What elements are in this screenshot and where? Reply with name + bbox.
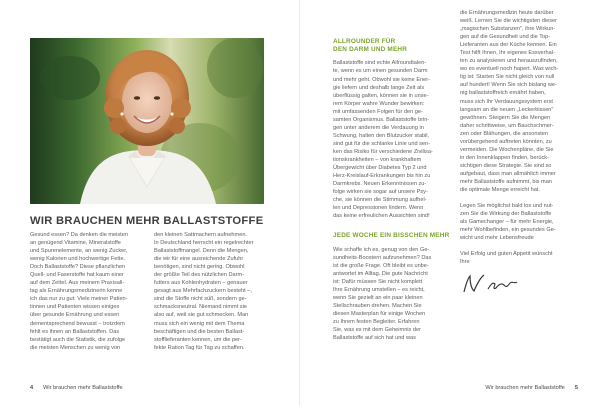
text-line: überflüssig galten, können sie in unse- <box>333 92 429 99</box>
text-line: tig ist: Starten Sie nicht gleich von null <box>460 74 555 81</box>
text-line: fekte Ration Tag für Tag zu schaffen. <box>154 344 245 351</box>
text-line: ten zu analysieren und herauszufinden, <box>460 58 558 65</box>
text-line: Schwung, halten den Blutzucker stabil, <box>333 132 430 139</box>
text-line: vermeiden. Die Wochenpläne, die Sie <box>460 146 554 153</box>
text-line: benötigen, sind nicht gering. Obwohl <box>154 264 245 271</box>
text-line: zen Sie die Wirkung der Ballaststoffe <box>460 211 552 218</box>
text-line: mehr Ballaststoffe aufnimmt, bis man <box>460 178 552 185</box>
text-line: ken das Risiko für verschiedene Zivilisa- <box>333 148 433 155</box>
text-line: Ihre Ernährung umstellen – es reicht, <box>333 286 425 293</box>
text-line: gewöhnen. Steigern Sie die Mengen <box>460 114 551 121</box>
text-line: schmacksneutral. Niemand nimmt sie <box>154 304 247 311</box>
text-line: Ihre <box>460 259 470 266</box>
text-line: In Deutschland herrscht ein regelrechter <box>154 240 254 247</box>
text-line: und mehr geht. Obwohl sie keine Ener- <box>333 76 431 83</box>
text-line: Lieferanten aus der Küche kennen. Ein <box>460 42 557 49</box>
text-line: DEN DARM UND MEHR <box>333 46 408 54</box>
text-line: nig ballaststoffreich ernährt haben, <box>460 90 546 97</box>
text-line: ist die große Frage. Oft bleibt es unbe- <box>333 262 429 269</box>
text-line: Quell- und Faserstoffe hat kaum einer <box>30 272 124 279</box>
paragraph-closing <box>460 250 588 266</box>
body-column-4 <box>460 9 588 298</box>
subheading-allrounder <box>333 38 461 54</box>
text-line: Gesund essen? Da denken die meisten <box>30 232 128 238</box>
text-line: sundheits-Boostern aufzunehmen? Das <box>333 254 432 261</box>
text-line: aufgebaut, dass man allmählich immer <box>460 170 556 177</box>
text-line: folge wirken sie sogar auf unsere Psy- <box>333 189 428 196</box>
text-line: zen oder Blähungen, die ansonsten <box>460 130 549 137</box>
text-line: wicht und mehr Lebensfreude <box>460 235 534 242</box>
text-line: vorübergehend auftreten könnten, zu <box>460 138 552 145</box>
text-line: auf dem Zettel. Aus meinem Praxisall- <box>30 280 125 287</box>
text-line: an genügend Vitamine, Mineralstoffe <box>30 240 121 247</box>
text-line: ist: Dafür müssen Sie nicht komplett <box>333 278 423 285</box>
text-line: Doch Ballaststoffe? Diese pflanzlichen <box>30 264 126 271</box>
text-line: wo es eventuell noch hapert. Was wich- <box>460 66 559 73</box>
text-line: samten Organismus. Ballaststoffe brin- <box>333 116 430 123</box>
text-line: Ballaststoffmangel. Denn die Mengen, <box>154 248 249 255</box>
text-line: che, sie können die Stimmung aufhel- <box>333 197 427 204</box>
page-heading: WIR BRAUCHEN MEHR BALLASTSTOFFE <box>30 215 264 227</box>
text-line: Test hilft Ihnen, Ihr eigenes Essverhal- <box>460 50 555 57</box>
body-column-1 <box>30 231 148 352</box>
text-line: langsam an die neuen „Leckerbissen" <box>460 106 554 113</box>
text-line: die wir für eine ausreichende Zufuhr <box>154 256 244 263</box>
text-line: ALLROUNDER FÜR <box>333 38 396 45</box>
page-number: 5 <box>574 385 578 391</box>
text-line: dementsprechend bewusst – trotzdem <box>30 320 125 327</box>
text-line: gen auf die Gesundheit und die Top- <box>460 34 551 41</box>
text-line: die optimale Menge erreicht hat. <box>460 187 540 194</box>
text-line: beschäftigen und die besten Ballast- <box>154 328 245 335</box>
paragraph-jede-woche <box>333 246 461 343</box>
text-line: mit umfassenden Folgen für den ge- <box>333 108 423 115</box>
page-number: 4 <box>30 385 34 391</box>
text-line: weiß. Lernen Sie die wichtigsten dieser <box>460 18 558 25</box>
text-line: muss sich Ihr Verdauungssystem erst <box>460 98 553 105</box>
text-line: tionskrankheiten – von krankhaftem <box>333 156 422 163</box>
text-line: das keine erfreulichen Aussichten sind! <box>333 213 430 220</box>
text-line: gesagt aus Mehrfachzuckern besteht –, <box>154 288 252 295</box>
text-line: über gesunde Ernährung und essen <box>30 312 120 319</box>
text-line: wenn Sie gezielt an ein paar kleinen <box>333 294 423 301</box>
text-line: Ballaststoffe auf sich hat und was <box>333 335 416 342</box>
signature-image <box>460 272 530 298</box>
text-line: also auf, weil sie gut schmecken. Man <box>154 312 249 319</box>
text-line: bestätigt auch die Statistik, die zufolge <box>30 336 126 343</box>
text-line: zu Ihrem festen Begleiter. Erfahren <box>333 318 420 325</box>
text-line: tinnen und Patienten wissen einiges <box>30 304 120 311</box>
text-line: wenig Kalorien und hochwertige Fette. <box>30 256 126 263</box>
text-line: Übergewicht über Diabetes Typ 2 und <box>333 165 427 172</box>
text-line: Sie, was es mit dem Geheimnis der <box>333 327 421 334</box>
running-title: Wir brauchen mehr Ballaststoffe <box>43 385 123 391</box>
subheading-jede-woche: JEDE WOCHE EIN BISSCHEN MEHR <box>333 232 450 240</box>
text-line: futters aus Kohlenhydraten – genauer <box>154 280 248 287</box>
running-title: Wir brauchen mehr Ballaststoffe <box>485 385 565 391</box>
text-line: mehr Wohlbefinden, ein gesundes Ge- <box>460 227 556 234</box>
text-line: Herz-Kreislauf-Erkrankungen bis hin zu <box>333 173 431 180</box>
text-line: fehlt es ihnen an Ballaststoffen. Das <box>30 328 120 335</box>
author-photo <box>30 38 264 204</box>
text-line: gen unter anderem die Verdauung in <box>333 124 424 131</box>
text-line: diesen Masterplan für einige Wochen <box>333 310 426 317</box>
text-line: gie liefern und deshalb lange Zeit als <box>333 84 425 91</box>
text-line: sichtigen diese Strategie. Sie sind so <box>460 162 552 169</box>
text-line: Wie schaffe ich es, genug von den Ge- <box>333 246 430 253</box>
right-footer <box>485 385 578 391</box>
text-line: „magischen Substanzen", ihre Wirkun- <box>460 26 556 33</box>
paragraph-wirkungen <box>460 9 588 194</box>
text-line: die Ernährungsmedizin heute darüber <box>460 10 554 16</box>
text-line: te, wenn es um einen gesunden Darm <box>333 68 428 75</box>
text-line: die meisten Menschen zu wenig von <box>30 344 121 351</box>
text-line: sind gut für die schlanke Linie und sen- <box>333 140 431 147</box>
text-line: sind die Stoffe nicht süß, sondern ge- <box>154 296 247 303</box>
text-line: Viel Erfolg und guten Appetit wünscht <box>460 251 553 258</box>
left-footer <box>30 385 123 391</box>
text-line: als Gamechanger – für mehr Energie, <box>460 219 554 226</box>
text-line: daher schrittweise, um Bauchschmer- <box>460 122 554 129</box>
text-line: len und Depressionen lindern. Wenn <box>333 205 424 212</box>
text-line: in den Innenklappen finden, berück- <box>460 154 549 161</box>
text-line: Stellschrauben drehen. Machen Sie <box>333 302 422 309</box>
text-line: rem Körper wahre Wunder bewirken: <box>333 100 425 107</box>
paragraph-gamechanger <box>460 202 588 242</box>
text-line: muss sich ein wenig mit dem Thema <box>154 320 245 327</box>
text-line: stofflieferanten kennen, um die per- <box>154 336 242 343</box>
text-line: auf hundert! Wenn Sie sich bislang we- <box>460 82 557 89</box>
text-line: den kleinen Sattmachern aufnehmen. <box>154 232 247 238</box>
text-line: der größte Teil des nützlichen Darm- <box>154 272 245 279</box>
text-line: ich das nur zu gut: Viele meiner Patien- <box>30 296 128 303</box>
body-column-3 <box>333 38 461 342</box>
text-line: antwortet im Alltag. Die gute Nachricht <box>333 270 428 277</box>
paragraph-allrounder <box>333 59 461 220</box>
body-column-2 <box>154 231 272 352</box>
text-line: Ballaststoffe sind echte Allroundtalen- <box>333 60 427 67</box>
text-line: Legen Sie möglichst bald los und nut- <box>460 203 554 210</box>
text-line: tag als Ernährungsmedizinerin kenne <box>30 288 123 295</box>
text-line: Darmkrebs. Neuen Erkenntnissen zu- <box>333 181 427 188</box>
text-line: und Spurenelemente, an wenig Zucker, <box>30 248 128 255</box>
right-page <box>300 0 600 406</box>
